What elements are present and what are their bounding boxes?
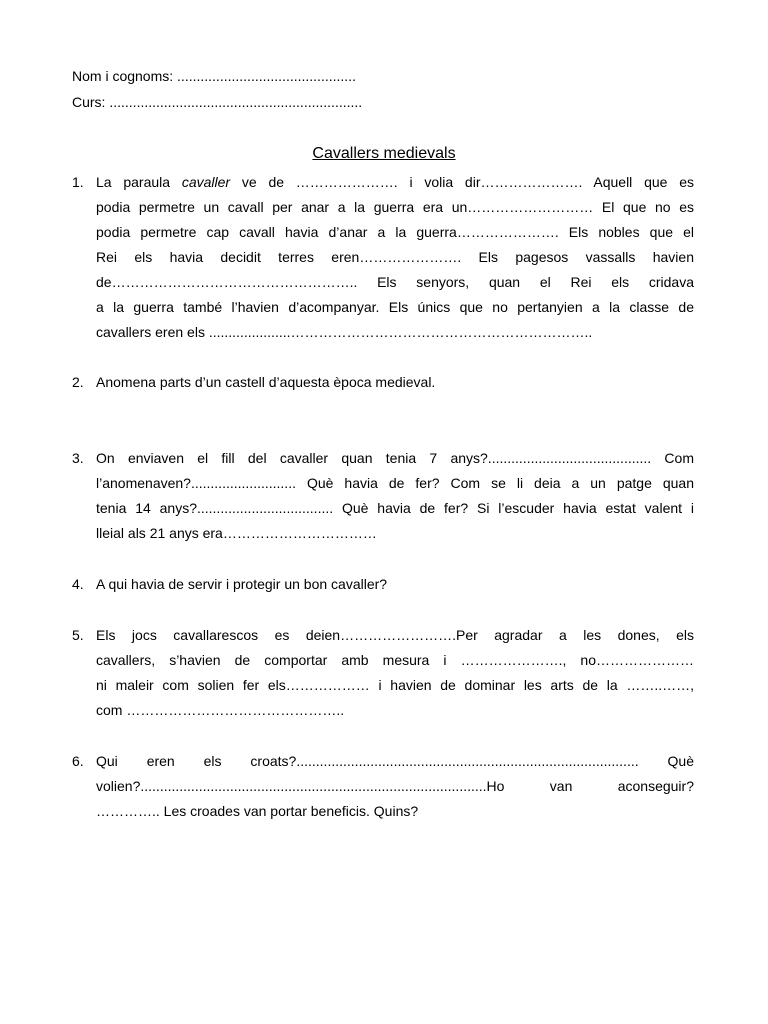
question-number: 1. xyxy=(72,174,84,190)
question-text xyxy=(96,370,694,395)
question-line: ni maleir com solien fer els……………… i havien de dominar les arts de la ……..……, xyxy=(96,677,694,693)
question-text xyxy=(96,572,694,597)
question-line: podia permetre cap cavall havia d’anar a la guerra…………………. Els nobles que el xyxy=(96,224,694,240)
name-field[interactable]: Nom i cognoms: .............................................. xyxy=(72,68,356,84)
text-segment: La paraula xyxy=(96,174,182,190)
question-text xyxy=(96,446,694,546)
question-text xyxy=(96,170,694,345)
question-line: podia permetre un cavall per anar a la guerra era un……………………… El que no es xyxy=(96,199,694,215)
question-text xyxy=(96,623,694,723)
question-line: Rei els havia decidit terres eren…………………. Els pagesos vassalls havien xyxy=(96,249,694,265)
question-number: 4. xyxy=(72,576,84,592)
question-line: de…………………………………………….. Els senyors, quan el Rei els cridava xyxy=(96,274,694,290)
question-line: Qui eren els croats?........................................................................................ Què xyxy=(96,753,694,769)
question-line: com ……………………………………….. xyxy=(96,702,345,718)
question-line: a la guerra també l’havien d’acompanyar. Els únics que no pertanyien a la classe de xyxy=(96,299,694,315)
question-line: cavallers, s’havien de comportar amb mesura i …………………., no………………… xyxy=(96,652,694,668)
question-line xyxy=(96,170,694,195)
question-number: 5. xyxy=(72,627,84,643)
question-line: l’anomenaven?........................... Què havia de fer? Com se li deia a un patge quan xyxy=(96,475,694,491)
question-number: 2. xyxy=(72,374,84,390)
question-line: A qui havia de servir i protegir un bon cavaller? xyxy=(96,576,388,592)
question-line: tenia 14 anys?................................... Què havia de fer? Si l’escuder havia estat valent i xyxy=(96,500,694,516)
course-field[interactable]: Curs: ................................................................. xyxy=(72,94,363,110)
question-line: cavallers eren els .....................……………………………………………………….. xyxy=(96,324,593,340)
question-line: volien?.........................................................................................Ho van aconseguir? xyxy=(96,778,694,794)
question-line: ………….. Les croades van portar beneficis. Quins? xyxy=(96,803,419,819)
question-line: Anomena parts d’un castell d’aquesta època medieval. xyxy=(96,374,436,390)
question-number: 3. xyxy=(72,450,84,466)
question-text xyxy=(96,749,694,824)
page-title: Cavallers medievals xyxy=(312,145,456,162)
question-line: Els jocs cavallarescos es deien…………………….Per agradar a les dones, els xyxy=(96,627,694,643)
question-number: 6. xyxy=(72,753,84,769)
question-line: On enviaven el fill del cavaller quan tenia 7 anys?.......................................... Com xyxy=(96,450,694,466)
question-line: lleial als 21 anys era…………………………… xyxy=(96,525,377,541)
italic-term: cavaller xyxy=(181,174,231,190)
text-segment: ve de …………………. i volia dir…………………. Aquell que es xyxy=(230,174,694,190)
